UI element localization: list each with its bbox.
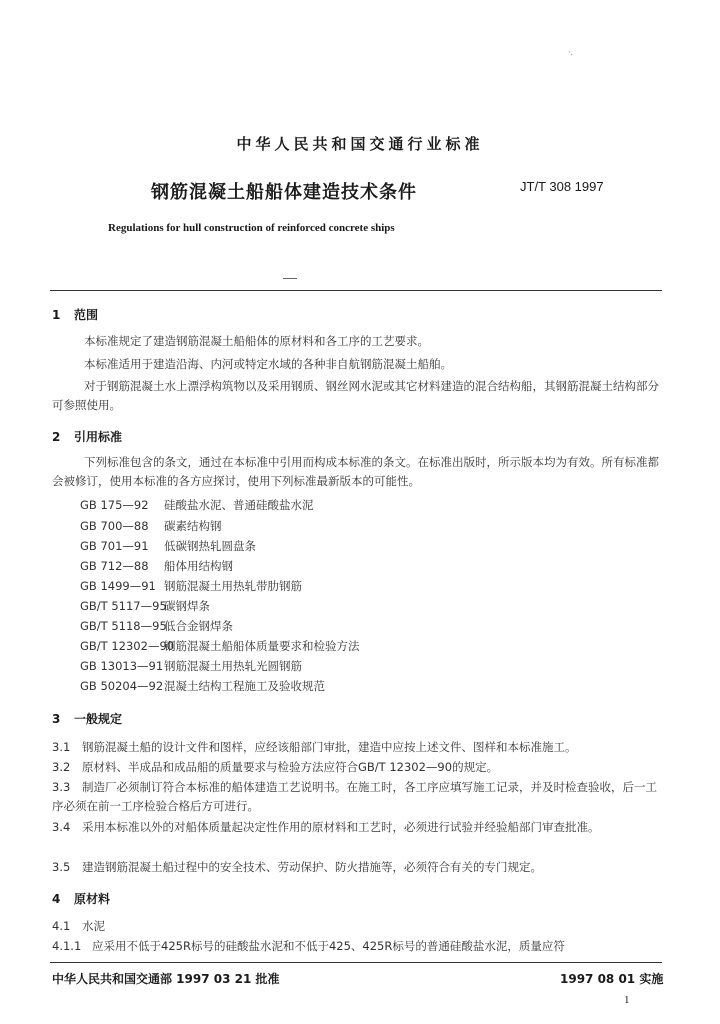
reference-code: GB 13013—91 <box>80 659 164 673</box>
clause-text: 采用本标准以外的对船体质量起决定性作用的原材料和工艺时，必须进行试验并经验船部门审查批准。 <box>82 820 600 834</box>
clause-3-2 <box>52 758 664 777</box>
reference-item <box>80 598 210 614</box>
section-number: 3 <box>52 712 61 726</box>
reference-name: 混凝土结构工程施工及验收规范 <box>164 679 325 693</box>
clause-4-1-1 <box>52 937 664 956</box>
implementation-date: 1997 08 01 实施 <box>560 972 664 986</box>
section-number: 1 <box>52 308 61 322</box>
clause-number: 3.2 <box>52 760 71 774</box>
reference-name: 碳钢焊条 <box>164 599 210 613</box>
header-rule <box>50 290 662 291</box>
clause-3-3 <box>52 778 664 816</box>
clause-text: 制造厂必须制订符合本标准的船体建造工艺说明书。在施工时，各工序应填写施工记录，并及时检查验收，后一工序必须在前一工序检验合格后方可进行。 <box>52 780 657 813</box>
section-number: 2 <box>52 430 61 444</box>
reference-name: 碳素结构钢 <box>164 519 222 533</box>
clause-text: 应采用不低于425R标号的硅酸盐水泥和不低于425、425R标号的普通硅酸盐水泥，质量应符 <box>92 939 565 953</box>
reference-item <box>80 578 302 594</box>
clause-text: 建造钢筋混凝土船过程中的安全技术、劳动保护、防火措施等，必须符合有关的专门规定。 <box>82 860 542 874</box>
section-title: 一般规定 <box>74 712 123 726</box>
reference-item <box>80 538 256 554</box>
reference-name: 钢筋混凝土用热轧带肋钢筋 <box>164 579 302 593</box>
clause-number: 3.3 <box>52 780 71 794</box>
approval-line: 中华人民共和国交通部 1997 03 21 批准 <box>52 972 280 986</box>
reference-name: 硅酸盐水泥、普通硅酸盐水泥 <box>164 498 314 512</box>
s2-intro: 下列标准包含的条文，通过在本标准中引用而构成本标准的条文。在标准出版时，所示版本均为有效。所有标准都会被修订，使用本标准的各方应探讨，使用下列标准最新版本的可能性。 <box>52 455 659 488</box>
clause-text: 原材料、半成品和成品船的质量要求与检验方法应符合GB/T 12302—90的规定。 <box>82 760 499 774</box>
reference-item <box>80 497 314 513</box>
reference-code: GB/T 5117—95 <box>80 599 167 613</box>
clause-3-1 <box>52 738 664 757</box>
reference-name: 船体用结构钢 <box>164 559 233 573</box>
reference-code: GB/T 12302—90 <box>80 639 175 653</box>
clause-3-5 <box>52 858 664 877</box>
clause-3-4 <box>52 818 664 837</box>
s1-paragraph-2: 本标准适用于建造沿海、内河或特定水域的各种非自航钢筋混凝土船舶。 <box>84 357 452 371</box>
reference-item <box>80 618 233 634</box>
page-number: 1 <box>624 994 630 1006</box>
clause-4-1 <box>52 917 664 936</box>
standard-code: JT/T 308 1997 <box>520 179 604 194</box>
reference-code: GB 50204—92 <box>80 679 164 693</box>
reference-item <box>80 658 302 674</box>
reference-item <box>80 678 325 694</box>
reference-code: GB 701—91 <box>80 539 149 553</box>
footer-rule <box>50 962 662 963</box>
s1-paragraph-3: 对于钢筋混凝土水上漂浮构筑物以及采用钢质、钢丝网水泥或其它材料建造的混合结构船，其钢筋混凝土结构部分可参照使用。 <box>52 379 659 412</box>
clause-number: 3.4 <box>52 820 71 834</box>
clause-number: 4.1 <box>52 919 71 933</box>
reference-code: GB 712—88 <box>80 559 149 573</box>
reference-name: 钢筋混凝土用热轧光圆钢筋 <box>164 659 302 673</box>
center-dash <box>283 278 297 279</box>
section-3-heading <box>52 710 122 727</box>
s1-paragraph-1: 本标准规定了建造钢筋混凝土船船体的原材料和各工序的工艺要求。 <box>84 334 429 348</box>
section-1-heading <box>52 306 98 323</box>
standard-series-title: 中华人民共和国交通行业标准 <box>236 135 484 153</box>
document-title-cn: 钢筋混凝土船船体建造技术条件 <box>151 182 417 203</box>
clause-number: 4.1.1 <box>52 939 82 953</box>
section-2-heading <box>52 428 122 445</box>
clause-number: 3.1 <box>52 740 71 754</box>
reference-item <box>80 558 233 574</box>
reference-code: GB 700—88 <box>80 519 149 533</box>
section-title: 引用标准 <box>74 430 123 444</box>
document-title-en: Regulations for hull construction of reinforced concrete ships <box>108 222 395 234</box>
clause-text: 水泥 <box>82 919 105 933</box>
reference-code: GB 1499—91 <box>80 579 156 593</box>
section-title: 范围 <box>74 308 99 322</box>
reference-item <box>80 518 222 534</box>
section-number: 4 <box>52 892 61 906</box>
reference-name: 低碳钢热轧圆盘条 <box>164 539 256 553</box>
scan-speck: ·. <box>568 48 574 57</box>
section-title: 原材料 <box>74 892 111 906</box>
section-4-heading <box>52 890 110 907</box>
reference-item <box>80 638 360 654</box>
clause-text: 钢筋混凝土船的设计文件和图样，应经该船部门审批，建造中应按上述文件、图样和本标准施工。 <box>82 740 577 754</box>
clause-number: 3.5 <box>52 860 71 874</box>
reference-code: GB/T 5118—95 <box>80 619 167 633</box>
reference-code: GB 175—92 <box>80 498 149 512</box>
reference-name: 低合金钢焊条 <box>164 619 233 633</box>
reference-name: 钢筋混凝土船船体质量要求和检验方法 <box>164 639 360 653</box>
